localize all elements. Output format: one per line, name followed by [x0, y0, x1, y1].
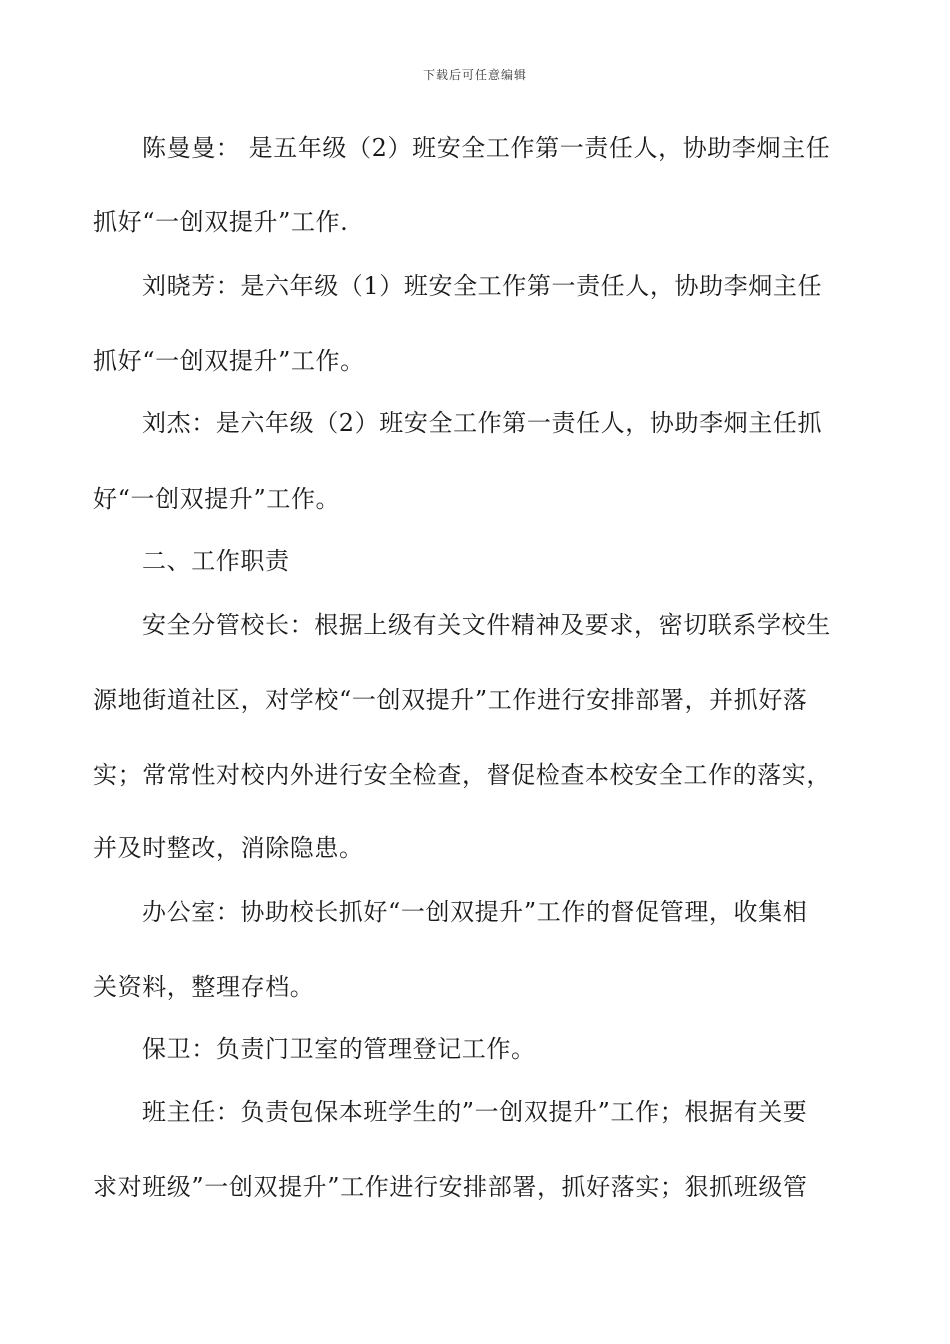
paragraph-safety-principal-line-1: 安全分管校长：根据上级有关文件精神及要求，密切联系学校生 [142, 611, 831, 639]
paragraph-liu-jie-line-1: 刘杰：是六年级（2）班安全工作第一责任人，协助李炯主任抓 [142, 409, 823, 437]
paragraph-safety-principal-line-2: 源地街道社区，对学校“一创双提升”工作进行安排部署，并抓好落 [93, 686, 808, 714]
paragraph-liu-jie-line-2: 好“一创双提升”工作。 [93, 485, 341, 513]
paragraph-safety-principal-line-4: 并及时整改，消除隐患。 [93, 834, 364, 862]
paragraph-liu-xiaofang-line-1: 刘晓芳：是六年级（1）班安全工作第一责任人，协助李炯主任 [142, 272, 823, 300]
paragraph-liu-xiaofang-line-2: 抓好“一创双提升”工作。 [93, 347, 365, 375]
paragraph-chen-manman-line-2: 抓好“一创双提升”工作. [93, 208, 349, 236]
paragraph-head-teacher-line-1: 班主任：负责包保本班学生的”一创双提升”工作；根据有关要 [142, 1098, 808, 1126]
paragraph-safety-principal-line-3: 实；常常性对校内外进行安全检查，督促检查本校安全工作的落实， [93, 761, 831, 789]
page-header: 下载后可任意编辑 [422, 68, 527, 82]
paragraph-office-line-2: 关资料，整理存档。 [93, 973, 315, 1001]
paragraph-security-guard: 保卫：负责门卫室的管理登记工作。 [142, 1035, 536, 1063]
section-heading-work-duties: 二、工作职责 [142, 547, 290, 575]
paragraph-head-teacher-line-2: 求对班级”一创双提升”工作进行安排部署，抓好落实；狠抓班级管 [93, 1173, 808, 1201]
paragraph-chen-manman-line-1: 陈曼曼： 是五年级（2）班安全工作第一责任人，协助李炯主任 [142, 134, 831, 162]
paragraph-office-line-1: 办公室：协助校长抓好“一创双提升”工作的督促管理，收集相 [142, 898, 808, 926]
